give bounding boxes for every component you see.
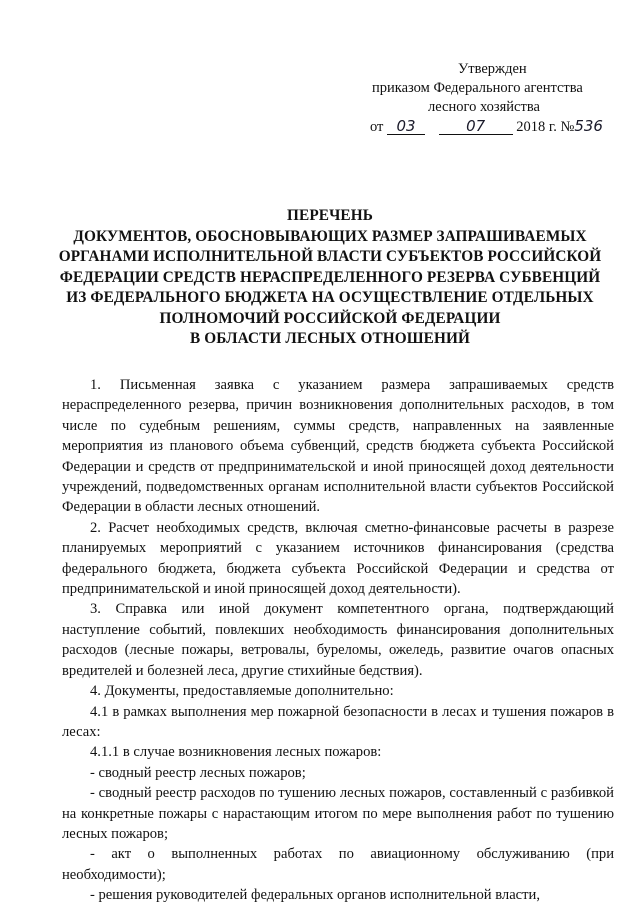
title-line: ДОКУМЕНТОВ, ОБОСНОВЫВАЮЩИХ РАЗМЕР ЗАПРАШИВАЕМЫХ <box>73 227 587 245</box>
document-title <box>40 206 620 350</box>
paragraph-4: 4. Документы, предоставляемые дополнительно: <box>90 683 394 700</box>
title-line: ФЕДЕРАЦИИ СРЕДСТВ НЕРАСПРЕДЕЛЕННОГО РЕЗЕРВА СУБВЕНЦИЙ <box>59 268 601 286</box>
handwritten-order-number: 536 <box>574 117 603 135</box>
date-prefix: от <box>370 119 384 135</box>
list-item: - решения руководителей федеральных органов исполнительной власти, <box>90 887 540 904</box>
list-item: - сводный реестр лесных пожаров; <box>90 764 306 781</box>
paragraph-1: 1. Письменная заявка с указанием размера запрашиваемых средств нераспределенного резерва, причин возникновения дополнительных расходов, в том числе по судебным решениям, суммы средств, направленных на заявленные мероприятия из планового объема субвенций, средств бюджета субъекта Российской Федерации и средств от предпринимательской и иной приносящей доход деятельности учреждений, подведомственных органам исполнительной власти субъектов Российской Федерации в области лесных отношений. <box>62 377 614 516</box>
paragraph-4-1: 4.1 в рамках выполнения мер пожарной безопасности в лесах и тушения пожаров в лесах: <box>62 703 614 740</box>
paragraph-2: 2. Расчет необходимых средств, включая сметно-финансовые расчеты в разрезе планируемых мероприятий с указанием источников финансирования (средства федерального бюджета, бюджета субъекта Российской Федерации и средства от предпринимательской и иной приносящей доход деятельности). <box>62 519 614 598</box>
title-line: ИЗ ФЕДЕРАЛЬНОГО БЮДЖЕТА НА ОСУЩЕСТВЛЕНИЕ ОТДЕЛЬНЫХ <box>66 289 594 306</box>
year-and-number-label: 2018 г. № <box>516 119 575 135</box>
list-item: - акт о выполненных работах по авиационному обслуживанию (при необходимости); <box>62 846 614 883</box>
title-line: ОРГАНАМИ ИСПОЛНИТЕЛЬНОЙ ВЛАСТИ СУБЪЕКТОВ РОССИЙСКОЙ <box>58 248 602 265</box>
document-body <box>62 375 614 906</box>
list-item: - сводный реестр расходов по тушению лесных пожаров, составленный с разбивкой на конкретные пожары с нарастающим итогом по мере выполнения работ по тушению лесных пожаров; <box>62 785 614 842</box>
handwritten-day: 03 <box>387 118 425 135</box>
approval-stamp <box>370 60 610 137</box>
paragraph-4-1-1: 4.1.1 в случае возникновения лесных пожаров: <box>90 744 382 761</box>
title-line: В ОБЛАСТИ ЛЕСНЫХ ОТНОШЕНИЙ <box>190 330 470 347</box>
handwritten-month: 07 <box>439 118 513 135</box>
approval-line-2: приказом Федерального агентства <box>372 80 583 96</box>
approval-line-3: лесного хозяйства <box>428 99 540 115</box>
approval-line-1: Утвержден <box>458 61 527 77</box>
title-line: ПЕРЕЧЕНЬ <box>287 207 373 224</box>
approval-date-line <box>370 118 610 137</box>
title-line: ПОЛНОМОЧИЙ РОССИЙСКОЙ ФЕДЕРАЦИИ <box>159 309 501 327</box>
paragraph-3: 3. Справка или иной документ компетентного органа, подтверждающий наступление событий, повлекших необходимость финансирования дополнительных расходов (лесные пожары, ветровалы, буреломы, ожеледь, развитие очагов опасных вредителей и болезней леса, другие стихийные бедствия). <box>62 601 614 679</box>
